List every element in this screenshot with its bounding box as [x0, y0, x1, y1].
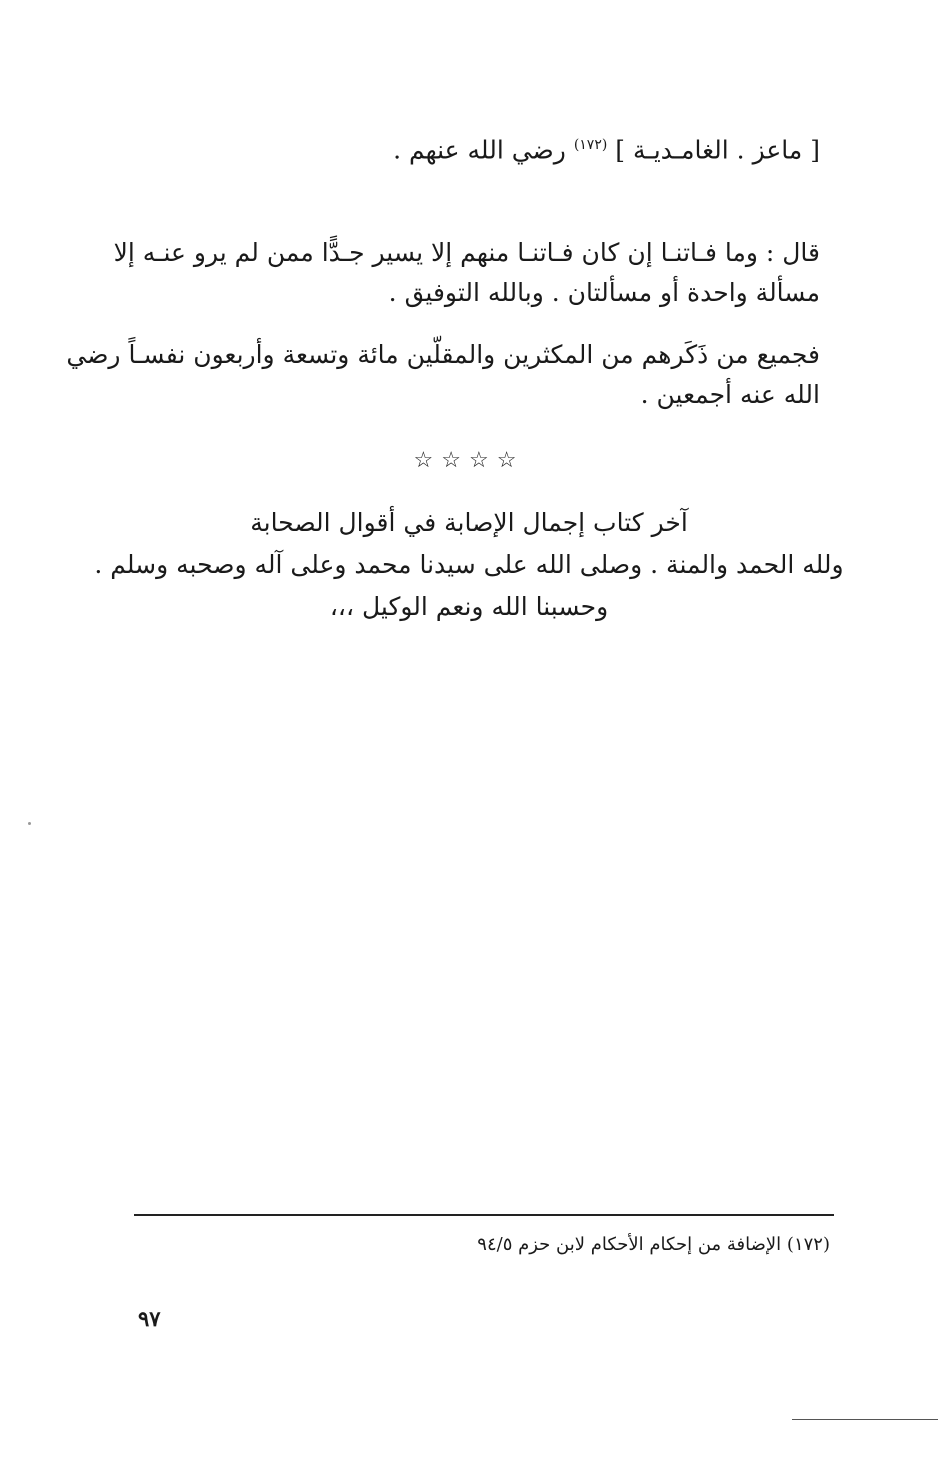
footnote — [477, 1232, 830, 1258]
text-span: رضي الله عنهم . — [393, 135, 566, 165]
footnote-reference[interactable]: (١٧٢) — [573, 137, 608, 153]
closing-title-line: آخر كتاب إجمال الإصابة في أقوال الصحابة — [250, 508, 688, 537]
text-span: [ ماعز . الغامـديـة ] — [615, 135, 820, 165]
closing-line: ولله الحمد والمنة . وصلى الله على سيدنا محمد وعلى آله وصحبه وسلم . — [94, 550, 844, 579]
paragraph-line: الله عنه أجمعين . — [640, 380, 820, 409]
scan-edge-line — [792, 1419, 938, 1420]
footnote-divider — [134, 1214, 834, 1216]
text-line — [393, 128, 820, 167]
paragraph-line: مسألة واحدة أو مسألتان . وبالله التوفيق . — [388, 278, 820, 307]
page-number: ٩٧ — [138, 1306, 161, 1331]
paragraph-line: قال : وما فـاتنـا إن كان فـاتنـا منهم إلا يسير جـدًّا ممن لم يرو عنـه إلا — [113, 238, 820, 267]
section-separator-stars: ☆☆☆☆ — [413, 448, 525, 473]
closing-line: وحسبنا الله ونعم الوكيل ،،، — [329, 592, 609, 621]
scan-speck — [28, 822, 31, 825]
footnote-marker: (١٧٢) — [786, 1234, 830, 1255]
paragraph-line: فجميع من ذَكَرهم من المكثرين والمقلّين مائة وتسعة وأربعون نفسـاً رضي — [66, 340, 820, 369]
footnote-text: الإضافة من إحكام الأحكام لابن حزم ٩٤/٥ — [477, 1234, 782, 1255]
